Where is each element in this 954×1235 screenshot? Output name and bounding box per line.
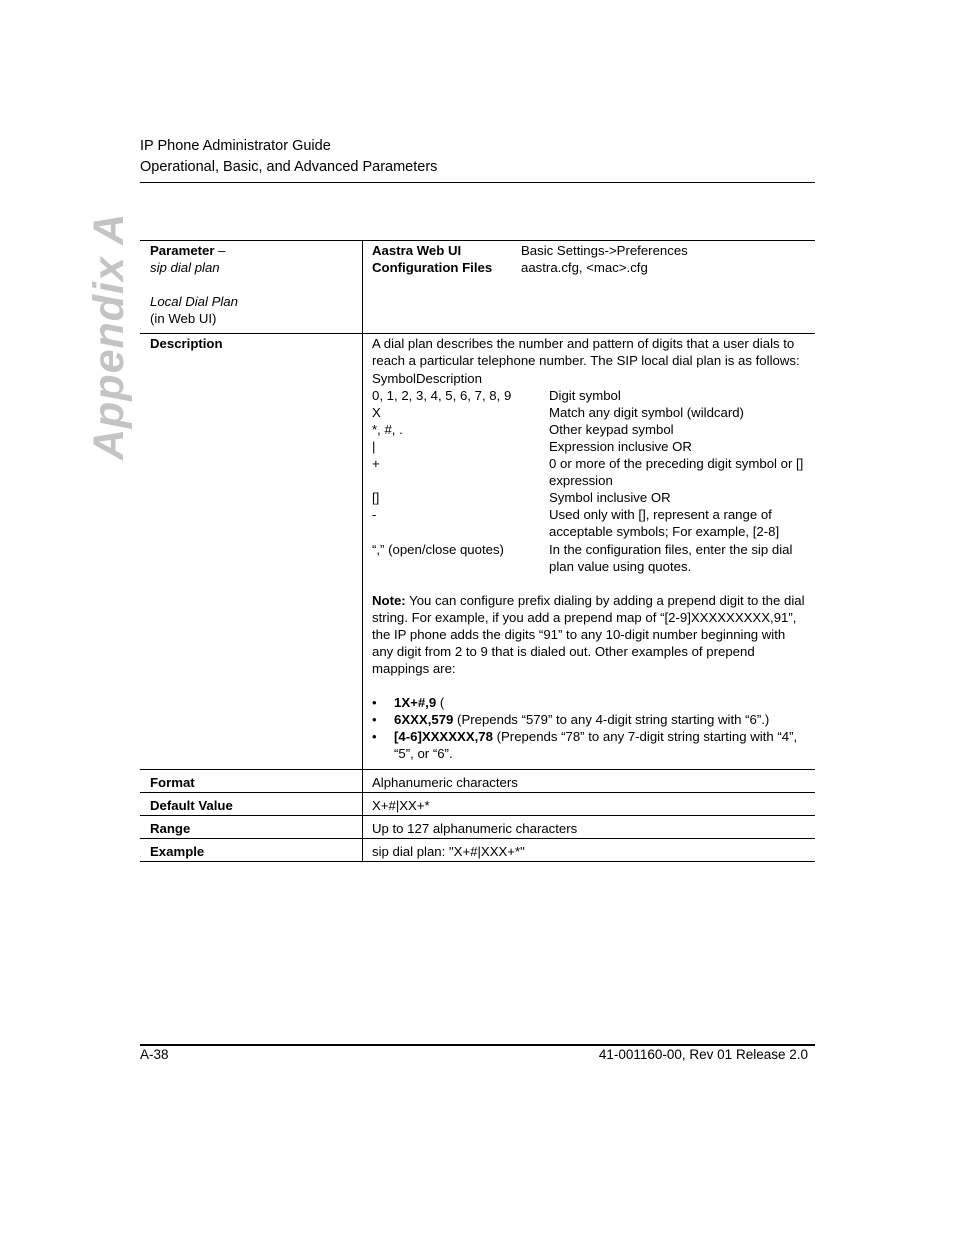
page-number: A-38: [140, 1047, 169, 1062]
parameter-ui-name: Local Dial Plan: [150, 294, 238, 310]
bullet-text: [394, 694, 809, 711]
bullet-explanation: (: [436, 695, 445, 711]
description-cell: [363, 334, 816, 769]
description-intro: A dial plan describes the number and pattern of digits that a user dials to reach a particular telephone number. The SIP local dial plan is as follows:: [372, 336, 800, 369]
bullet-item: [372, 694, 809, 711]
symbol-row: [372, 489, 809, 506]
default-value-label: Default Value: [140, 792, 363, 815]
symbol-description: Match any digit symbol (wildcard): [549, 404, 744, 420]
example-value: sip dial plan: "X+#|XXX+*": [363, 838, 816, 861]
symbol-description: Symbol inclusive OR: [549, 490, 671, 506]
symbol-row: [372, 541, 809, 575]
default-value-row: [140, 792, 815, 815]
parameter-table: [140, 240, 815, 862]
header-subtitle: Operational, Basic, and Advanced Parameters: [140, 159, 438, 175]
default-value-value: X+#|XX+*: [363, 792, 816, 815]
note-text: You can configure prefix dialing by adding a prepend digit to the dial string. For example, if you add a prepend map of “[2-9]XXXXXXXXX,91”, the IP phone adds the digits “91” to any 10-digit number beginning with any digit from 2 to 9 that is dialed out. Other examples of prepend mappings are:: [372, 592, 805, 677]
symbol-row: [372, 387, 809, 404]
symbol-description: 0 or more of the preceding digit symbol or [] expression: [549, 456, 804, 489]
range-label: Range: [140, 815, 363, 838]
symbol-description: Other keypad symbol: [549, 421, 674, 437]
symbol-description: Expression inclusive OR: [549, 438, 692, 454]
bullet-explanation: (Prepends “78” to any 7-digit string starting with “4”, “5”, or “6”.: [394, 729, 798, 762]
symbol-value: X: [372, 404, 381, 420]
symbol-description: Used only with [], represent a range of acceptable symbols; For example, [2-8]: [549, 507, 780, 540]
symbol-row: [372, 455, 809, 489]
bullet-text: [394, 728, 809, 762]
bullet-item: [372, 728, 809, 762]
config-files-label: Configuration Files: [372, 260, 493, 276]
format-label: Format: [140, 769, 363, 792]
example-label: Example: [140, 838, 363, 861]
symbol-row: [372, 421, 809, 438]
symbol-value: -: [372, 507, 377, 523]
web-ui-label: Aastra Web UI: [372, 243, 462, 258]
bullet-mapping: [4-6]XXXXXX,78: [394, 729, 493, 745]
footer-rule: [140, 1044, 815, 1046]
symbol-description: In the configuration files, enter the sip dial plan value using quotes.: [549, 541, 793, 574]
symbol-value: 0, 1, 2, 3, 4, 5, 6, 7, 8, 9: [372, 387, 512, 403]
header-title: IP Phone Administrator Guide: [140, 138, 331, 154]
bullet-mapping: 6XXX,579: [394, 712, 454, 728]
parameter-row: [140, 241, 815, 334]
format-row: [140, 769, 815, 792]
bullet-dot: •: [372, 712, 377, 728]
symbol-row: [372, 438, 809, 455]
bullet-list: [372, 694, 809, 762]
appendix-side-tab: Appendix A: [85, 212, 133, 460]
parameter-name: sip dial plan: [150, 260, 220, 276]
note-paragraph: [372, 592, 809, 677]
bullet-item: [372, 711, 809, 728]
parameter-dash: –: [214, 243, 226, 258]
page-header: [140, 136, 437, 178]
location-cell: [363, 241, 816, 334]
range-value: Up to 127 alphanumeric characters: [363, 815, 816, 838]
header-rule: [140, 182, 815, 183]
document-number: 41-001160-00, Rev 01 Release 2.0: [598, 1047, 808, 1062]
description-label: Description: [140, 334, 363, 769]
web-ui-value: Basic Settings->Preferences: [521, 243, 688, 258]
symbol-list: [372, 387, 809, 575]
example-row: [140, 838, 815, 861]
symbol-value: +: [372, 456, 380, 472]
range-row: [140, 815, 815, 838]
symbol-value: |: [372, 438, 376, 454]
bullet-dot: •: [372, 695, 377, 711]
note-label: Note:: [372, 592, 406, 608]
bullet-explanation: (Prepends “579” to any 4-digit string starting with “6”.): [453, 712, 770, 728]
symbol-row: [372, 506, 809, 540]
bullet-text: [394, 711, 809, 728]
description-row: [140, 334, 815, 769]
symbol-header: SymbolDescription: [372, 370, 482, 386]
format-value: Alphanumeric characters: [363, 769, 816, 792]
symbol-value: *, #, .: [372, 421, 403, 437]
symbol-value: “,” (open/close quotes): [372, 541, 504, 557]
symbol-description: Digit symbol: [549, 387, 621, 403]
config-files-value: aastra.cfg, <mac>.cfg: [521, 260, 648, 276]
symbol-row: [372, 404, 809, 421]
symbol-value: []: [372, 490, 380, 506]
parameter-label: Parameter: [150, 243, 215, 258]
bullet-dot: •: [372, 729, 377, 745]
bullet-mapping: 1X+#,9: [394, 695, 437, 711]
parameter-ui-note: (in Web UI): [150, 311, 217, 327]
parameter-cell: [140, 241, 363, 334]
